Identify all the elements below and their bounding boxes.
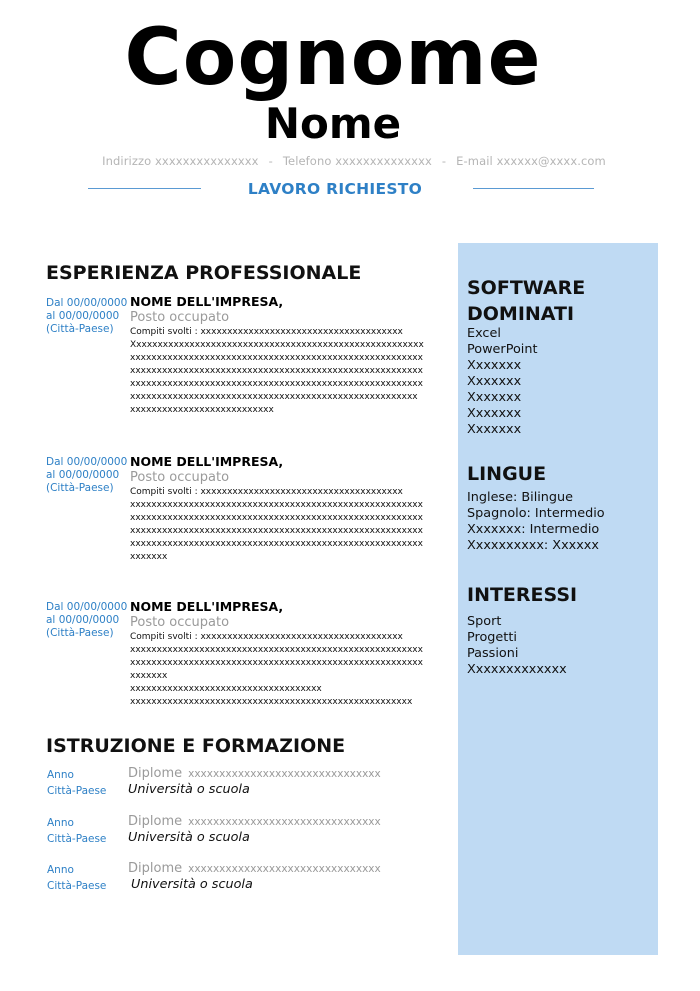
education-diploma [128, 861, 381, 877]
experience-description [130, 631, 430, 709]
experience-date-to: al 00/00/0000 [46, 614, 120, 626]
experience-description-line: xxxxxxxxxxxxxxxxxxxxxxxxxxxxxxxxxxxxxxxxxxxxxxxxxxxxxxx [130, 645, 423, 655]
experience-position: Posto occupato [130, 310, 230, 325]
experience-place: (Città-Paese) [46, 482, 114, 494]
education-diploma-name: Diplome [128, 861, 183, 876]
software-item: Xxxxxxx [467, 422, 522, 437]
software-title-line2: DOMINATI [467, 303, 575, 325]
education-diploma-detail: xxxxxxxxxxxxxxxxxxxxxxxxxxxxxxx [188, 863, 381, 875]
language-item: Inglese: Bilingue [467, 490, 574, 505]
experience-description-line: xxxxxxxxxxxxxxxxxxxxxxxxxxxxxxxxxxxxxxxxxxxxxxxxxxxxxx [130, 392, 418, 402]
experience-company: NOME DELL'IMPRESA, [130, 599, 284, 614]
experience-place: (Città-Paese) [46, 627, 114, 639]
experience-description-line: xxxxxxxxxxxxxxxxxxxxxxxxxxxxxxxxxxxxxxxxxxxxxxxxxxxxxxx [130, 366, 423, 376]
contact-line [0, 153, 700, 169]
education-place: Città-Paese [47, 833, 107, 845]
language-item: Xxxxxxx: Intermedio [467, 522, 600, 537]
languages-section-title: LINGUE [467, 463, 547, 485]
language-item: Spagnolo: Intermedio [467, 506, 605, 521]
interest-item: Xxxxxxxxxxxxx [467, 662, 567, 677]
interests-list [467, 614, 567, 678]
languages-list [467, 490, 605, 554]
education-year-place [47, 767, 106, 799]
education-school: Università o scuola [131, 877, 253, 892]
education-year: Anno [47, 864, 74, 876]
experience-description-line: xxxxxxxxxxxxxxxxxxxxxxxxxxxxxxxxxxxxxxxxxxxxxxxxxxxxxxx [130, 353, 423, 363]
education-diploma [128, 766, 381, 782]
education-diploma-detail: xxxxxxxxxxxxxxxxxxxxxxxxxxxxxxx [188, 768, 381, 780]
software-list [467, 326, 537, 438]
contact-separator: - [268, 154, 273, 168]
education-diploma-name: Diplome [128, 814, 183, 829]
experience-description-line: xxxxxxxxxxxxxxxxxxxxxxxxxxxxxxxxxxxxxxxxxxxxxxxxxxxxxxx [130, 658, 423, 668]
job-title: LAVORO RICHIESTO [247, 180, 423, 198]
interest-item: Sport [467, 614, 502, 629]
experience-description-line: Xxxxxxxxxxxxxxxxxxxxxxxxxxxxxxxxxxxxxxxxxxxxxxxxxxxxxxx [130, 340, 424, 350]
education-school: Università o scuola [128, 830, 250, 845]
experience-company: NOME DELL'IMPRESA, [130, 294, 284, 309]
job-title-divider-left [88, 188, 201, 189]
education-diploma-name: Diplome [128, 766, 183, 781]
experience-date-to: al 00/00/0000 [46, 469, 120, 481]
experience-description-line: xxxxxxxxxxxxxxxxxxxxxxxxxxxxxxxxxxxxxxxxxxxxxxxxxxxxx [130, 697, 413, 707]
experience-description-line: xxxxxxxxxxxxxxxxxxxxxxxxxxxxxxxxxxxxxxxxxxxxxxxxxxxxxxx [130, 513, 423, 523]
experience-date-from: Dal 00/00/0000 [46, 601, 128, 613]
software-title-line1: SOFTWARE [467, 277, 586, 299]
education-year-place [47, 862, 106, 894]
education-place: Città-Paese [47, 785, 107, 797]
experience-description-line: Compiti svolti : xxxxxxxxxxxxxxxxxxxxxxxxxxxxxxxxxxxxxx [130, 487, 403, 497]
interests-section-title: INTERESSI [467, 584, 578, 606]
experience-description [130, 326, 430, 417]
contact-phone: Telefono xxxxxxxxxxxxxx [282, 154, 432, 168]
education-diploma-detail: xxxxxxxxxxxxxxxxxxxxxxxxxxxxxxx [188, 816, 381, 828]
software-item: PowerPoint [467, 342, 538, 357]
experience-dates [46, 456, 132, 495]
contact-separator: - [441, 154, 447, 168]
job-title-divider-right [473, 188, 594, 189]
experience-description-line: xxxxxxxxxxxxxxxxxxxxxxxxxxx [130, 405, 274, 415]
first-name-heading: Nome [264, 99, 402, 148]
experience-date-from: Dal 00/00/0000 [46, 297, 128, 309]
experience-company: NOME DELL'IMPRESA, [130, 454, 284, 469]
experience-description-line: xxxxxxxxxxxxxxxxxxxxxxxxxxxxxxxxxxxxxxxxxxxxxxxxxxxxxxx [130, 500, 423, 510]
contact-email: E-mail xxxxxx@xxxx.com [456, 154, 606, 168]
education-place: Città-Paese [47, 880, 107, 892]
software-section-title [467, 275, 585, 327]
experience-description [130, 486, 430, 564]
education-section-title: ISTRUZIONE E FORMAZIONE [46, 735, 346, 757]
experience-dates [46, 297, 132, 336]
experience-dates [46, 601, 132, 640]
software-item: Xxxxxxx [467, 390, 522, 405]
software-item: Xxxxxxx [467, 374, 522, 389]
software-item: Xxxxxxx [467, 358, 522, 373]
education-year: Anno [47, 817, 74, 829]
experience-section-title: ESPERIENZA PROFESSIONALE [46, 262, 362, 284]
experience-date-to: al 00/00/0000 [46, 310, 120, 322]
software-item: Excel [467, 326, 501, 341]
interest-item: Passioni [467, 646, 519, 661]
experience-description-line: Compiti svolti : xxxxxxxxxxxxxxxxxxxxxxxxxxxxxxxxxxxxxx [130, 632, 403, 642]
experience-description-line: xxxxxxxxxxxxxxxxxxxxxxxxxxxxxxxxxxxxxxxxxxxxxxxxxxxxxxx [130, 379, 423, 389]
education-year-place [47, 815, 106, 847]
education-school: Università o scuola [128, 782, 250, 797]
experience-position: Posto occupato [130, 470, 230, 485]
experience-description-line: xxxxxxxxxxxxxxxxxxxxxxxxxxxxxxxxxxxxxxxxxxxxxxxxxxxxxxx [130, 526, 423, 536]
experience-description-line: xxxxxxxxxxxxxxxxxxxxxxxxxxxxxxxxxxxx [130, 684, 322, 694]
software-item: Xxxxxxx [467, 406, 522, 421]
education-diploma [128, 814, 381, 830]
surname-heading: Cognome [124, 13, 542, 103]
interest-item: Progetti [467, 630, 517, 645]
experience-position: Posto occupato [130, 615, 230, 630]
education-year: Anno [47, 769, 74, 781]
experience-date-from: Dal 00/00/0000 [46, 456, 128, 468]
experience-description-line: xxxxxxxxxxxxxxxxxxxxxxxxxxxxxxxxxxxxxxxxxxxxxxxxxxxxxxx [130, 539, 423, 549]
experience-description-line: Compiti svolti : xxxxxxxxxxxxxxxxxxxxxxxxxxxxxxxxxxxxxx [130, 327, 403, 337]
language-item: Xxxxxxxxxx: Xxxxxx [467, 538, 599, 553]
contact-address: Indirizzo xxxxxxxxxxxxxxx [102, 154, 259, 168]
experience-description-line: xxxxxxx [130, 671, 168, 681]
experience-place: (Città-Paese) [46, 323, 114, 335]
experience-description-line: xxxxxxx [130, 552, 168, 562]
